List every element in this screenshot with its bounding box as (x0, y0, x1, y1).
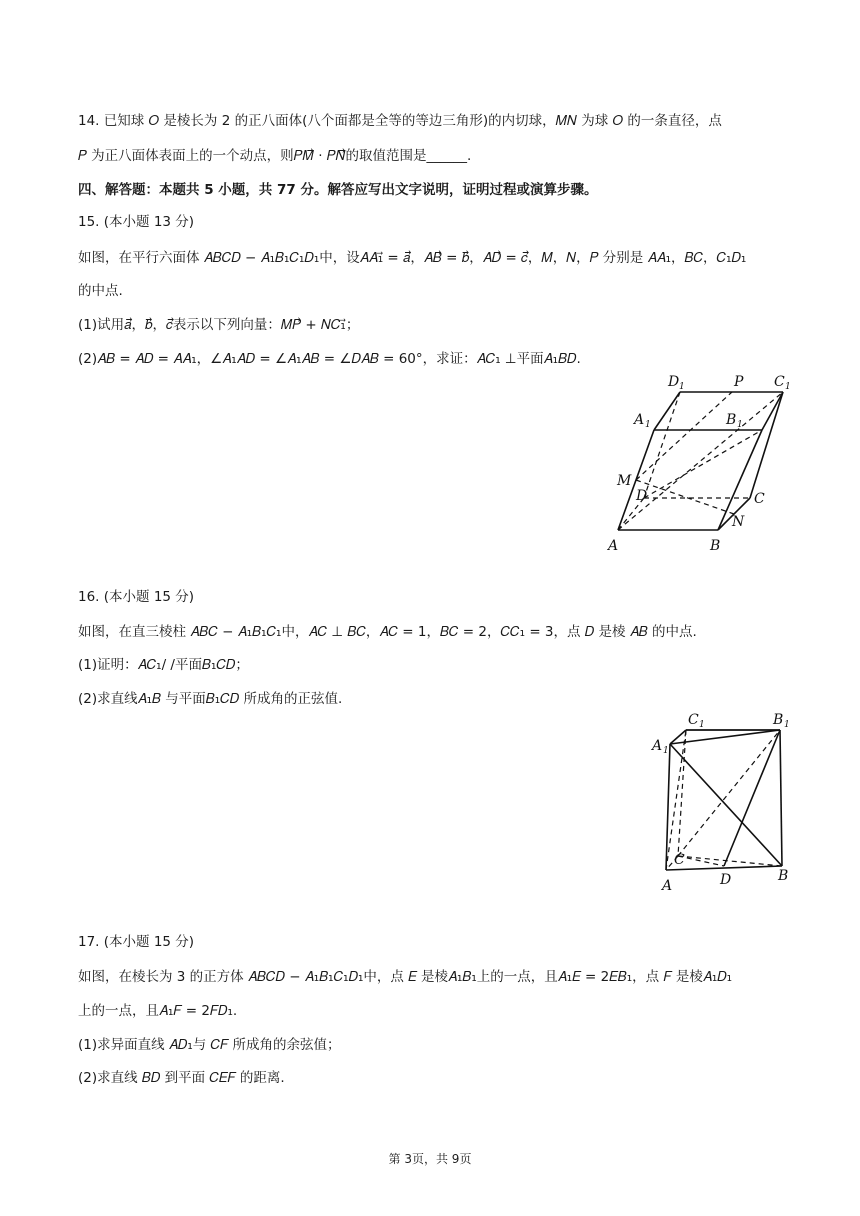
fig16-label-C: C (674, 852, 685, 868)
fig15-label-D: D (636, 488, 648, 504)
fig15-label-D1: D (668, 374, 680, 390)
fig16-label-B: B (778, 868, 789, 884)
fig16-sub-A1: 1 (663, 746, 669, 756)
q15-part1: (1)试用𝑎⃗，𝑏⃗，𝑐⃗表示以下列向量：𝑀𝑃⃗ + 𝑁𝐶₁⃗； (78, 317, 360, 333)
fig15-label-P: P (734, 374, 744, 390)
fig16-label-B1: B (773, 712, 784, 728)
q15-part2: (2)𝐴𝐵 = 𝐴𝐷 = 𝐴𝐴₁，∠𝐴₁𝐴𝐷 = ∠𝐴₁𝐴𝐵 = ∠𝐷𝐴𝐵 = 60°，求证：𝐴𝐶₁ ⊥平面𝐴₁𝐵𝐷. (78, 351, 581, 367)
fig16-label-D: D (720, 872, 732, 888)
q17-line1: 如图，在棱长为 3 的正方体 𝐴𝐵𝐶𝐷 − 𝐴₁𝐵₁𝐶₁𝐷₁中，点 𝐸 是棱𝐴₁𝐵₁上的一点，且𝐴₁𝐸 = 2𝐸𝐵₁，点 𝐹 是棱𝐴₁𝐷₁ (78, 969, 733, 985)
fig15-label-C: C (754, 491, 765, 507)
q17-header: 17. (本小题 15 分) (78, 934, 195, 950)
fig15-label-A1: A (634, 412, 645, 428)
q17-part1: (1)求异面直线 𝐴𝐷₁与 𝐶𝐹 所成角的余弦值； (78, 1037, 341, 1053)
fig15-sub-A1: 1 (645, 420, 651, 430)
fig15-sub-B1: 1 (737, 420, 743, 430)
q14-line2: 𝑃 为正八面体表面上的一个动点，则𝑃𝑀⃗ · 𝑃𝑁⃗的取值范围是______. (78, 148, 472, 164)
q16-part1: (1)证明：𝐴𝐶₁/ /平面𝐵₁𝐶𝐷； (78, 657, 249, 673)
q15-figure-parallelepiped (600, 368, 800, 558)
page-footer: 第 3页，共 9页 (388, 1152, 472, 1166)
q14-line1: 14. 已知球 𝑂 是棱长为 2 的正八面体(八个面都是全等的等边三角形)的内切球，𝑀𝑁 为球 𝑂 的一条直径，点 (78, 113, 722, 129)
fig15-sub-C1: 1 (785, 382, 791, 392)
q15-line1: 如图，在平行六面体 𝐴𝐵𝐶𝐷 − 𝐴₁𝐵₁𝐶₁𝐷₁中，设𝐴𝐴₁⃗ = 𝑎⃗，𝐴𝐵⃗ = 𝑏⃗，𝐴𝐷⃗ = 𝑐⃗，𝑀，𝑁，𝑃 分别是 𝐴𝐴₁，𝐵𝐶，𝐶₁𝐷₁ (78, 250, 747, 266)
fig15-label-B: B (710, 538, 721, 554)
q16-figure-prism (648, 706, 798, 896)
fig16-label-A: A (662, 878, 673, 894)
q17-part2: (2)求直线 𝐵𝐷 到平面 𝐶𝐸𝐹 的距离. (78, 1070, 285, 1086)
fig15-label-C1: C (774, 374, 785, 390)
q17-line2: 上的一点，且𝐴₁𝐹 = 2𝐹𝐷₁. (78, 1003, 238, 1019)
fig16-sub-B1: 1 (784, 720, 790, 730)
section4-heading: 四、解答题：本题共 5 小题，共 77 分。解答应写出文字说明，证明过程或演算步骤。 (78, 182, 598, 198)
q16-part2: (2)求直线𝐴₁𝐵 与平面𝐵₁𝐶𝐷 所成角的正弦值. (78, 691, 343, 707)
fig15-label-M: M (617, 473, 632, 489)
fig15-sub-D1: 1 (679, 382, 685, 392)
fig15-label-N: N (732, 514, 745, 530)
fig16-label-C1: C (688, 712, 699, 728)
q16-header: 16. (本小题 15 分) (78, 589, 195, 605)
q15-header: 15. (本小题 13 分) (78, 214, 195, 230)
q16-line1: 如图，在直三棱柱 𝐴𝐵𝐶 − 𝐴₁𝐵₁𝐶₁中，𝐴𝐶 ⊥ 𝐵𝐶，𝐴𝐶 = 1，𝐵𝐶 = 2，𝐶𝐶₁ = 3，点 𝐷 是棱 𝐴𝐵 的中点. (78, 624, 697, 640)
fig15-label-B1: B (726, 412, 737, 428)
q15-line2: 的中点. (78, 283, 123, 299)
fig15-label-A: A (608, 538, 619, 554)
fig16-sub-C1: 1 (699, 720, 705, 730)
fig16-label-A1: A (652, 738, 663, 754)
